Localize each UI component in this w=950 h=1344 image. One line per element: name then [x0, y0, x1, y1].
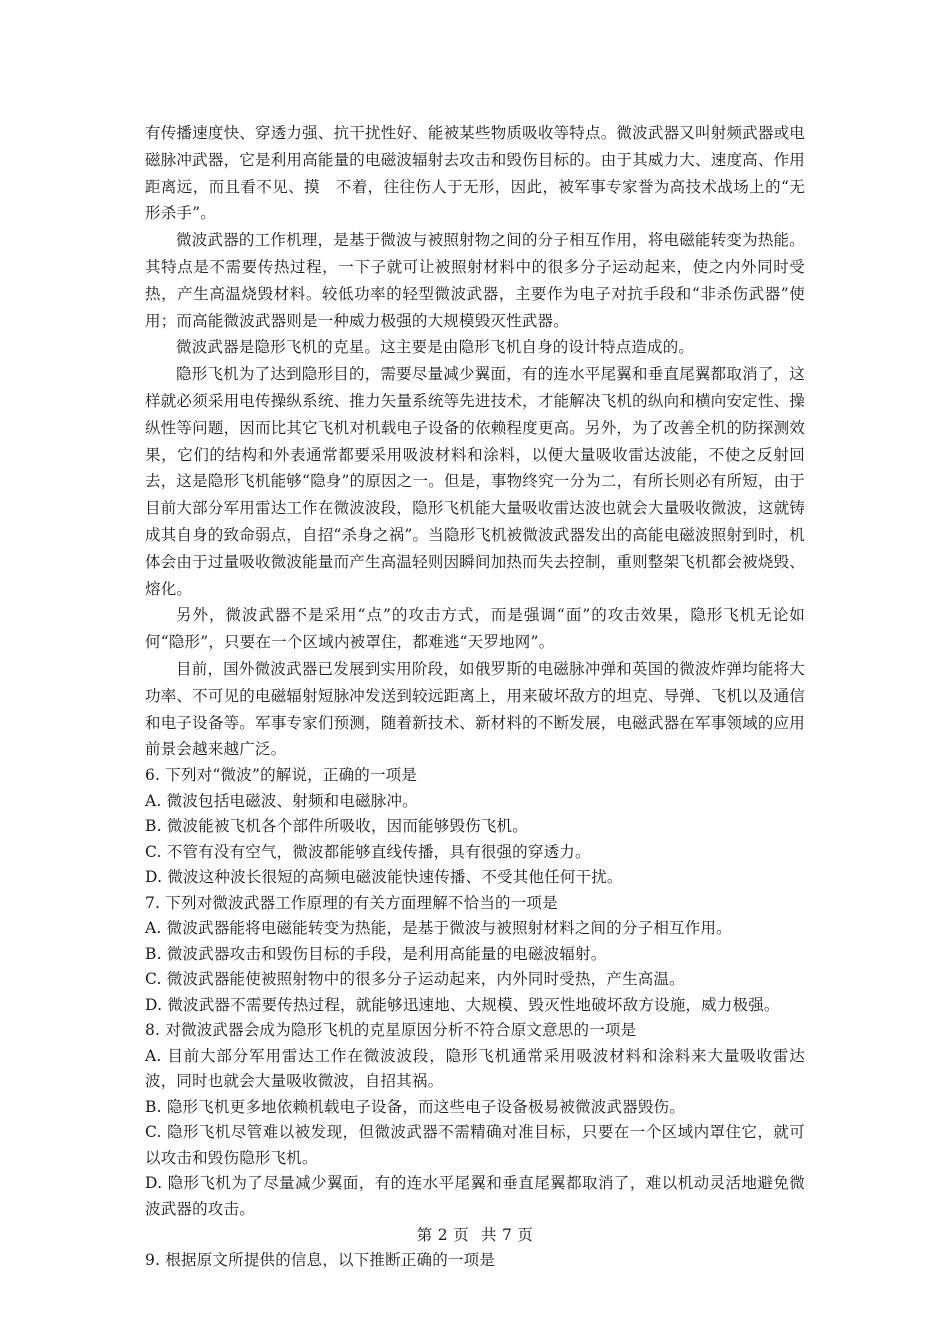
option-a: A. 微波包括电磁波、射频和电磁脉冲。	[145, 791, 418, 810]
question-8	[145, 1018, 805, 1222]
option-d: D. 隐形飞机为了尽量减少翼面，有的连水平尾翼和垂直尾翼都取消了，难以机动灵活地避免微波武器的攻击。	[145, 1174, 805, 1218]
page-number: 第 2 页	[416, 1226, 469, 1245]
passage-paragraph-nemesis: 微波武器是隐形飞机的克星。这主要是由隐形飞机自身的设计特点造成的。	[176, 338, 695, 357]
option-d: D. 微波武器不需要传热过程，就能够迅速地、大规模、毁灭性地破坏敌方设施，威力极强。	[145, 995, 780, 1014]
option-c: C. 隐形飞机尽管难以被发现，但微波武器不需精确对准目标，只要在一个区域内罩住它，就可以攻击和毁伤隐形飞机。	[145, 1123, 805, 1167]
question-stem: 7. 下列对微波武器工作原理的有关方面理解不恰当的一项是	[145, 893, 558, 912]
option-b: B. 隐形飞机更多地依赖机载电子设备，而这些电子设备极易被微波武器毁伤。	[145, 1097, 685, 1116]
option-a: A. 目前大部分军用雷达工作在微波波段，隐形飞机通常采用吸波材料和涂料来大量吸收雷达波，同时也就会大量吸收微波，自招其祸。	[145, 1046, 805, 1091]
option-d: D. 微波这种波长很短的高频电磁波能快速传播、不受其他任何干扰。	[145, 868, 623, 887]
page-footer	[145, 1223, 805, 1248]
question-9-stem: 9. 根据原文所提供的信息，以下推断正确的一项是	[145, 1251, 496, 1270]
passage-paragraph-mechanism: 微波武器的工作机理，是基于微波与被照射物之间的分子相互作用，将电磁能转变为热能。其特点是不需要传热过程，一下子就可让被照射材料中的很多分子运动起来，使之内外同时受热，产生高温烧毁材料。较低功率的轻型微波武器，主要作为电子对抗手段和“非杀伤武器”使用；而高能微波武器则是一种威力极强的大规模毁灭性武器。	[145, 231, 805, 330]
exam-page	[145, 120, 805, 1274]
option-b: B. 微波武器攻击和毁伤目标的手段，是利用高能量的电磁波辐射。	[145, 944, 607, 963]
option-b: B. 微波能被飞机各个部件所吸收，因而能够毁伤飞机。	[145, 817, 528, 836]
passage-paragraph-intro: 有传播速度快、穿透力强、抗干扰性好、能被某些物质吸收等特点。微波武器又叫射频武器或电磁脉冲武器，它是利用高能量的电磁波辐射去攻击和毁伤目标的。由于其威力大、速度高、作用距离远，而且看不见、摸 不着，往往伤人于无形，因此，被军事专家誉为高技术战场上的“无形杀手”。	[145, 124, 805, 223]
option-c: C. 不管有没有空气，微波都能够直线传播，具有很强的穿透力。	[145, 842, 591, 861]
page-total: 共 7 页	[481, 1226, 534, 1245]
question-stem: 8. 对微波武器会成为隐形飞机的克星原因分析不符合原文意思的一项是	[145, 1021, 637, 1040]
passage-paragraph-future: 目前，国外微波武器已发展到实用阶段，如俄罗斯的电磁脉冲弹和英国的微波炸弹均能将大功率、不可见的电磁辐射短脉冲发送到较远距离上，用来破坏敌方的坦克、导弹、飞机以及通信和电子设备等。军事专家们预测，随着新技术、新材料的不断发展，电磁武器在军事领域的应用前景会越来越广泛。	[145, 659, 805, 759]
option-a: A. 微波武器能将电磁能转变为热能，是基于微波与被照射材料之间的分子相互作用。	[145, 919, 732, 938]
question-7	[145, 891, 805, 1019]
passage-paragraph-stealth: 隐形飞机为了达到隐形目的，需要尽量减少翼面，有的连水平尾翼和垂直尾翼都取消了，这样就必须采用电传操纵系统、推力矢量系统等先进技术，才能解决飞机的纵向和横向安定性、操纵性等问题，因而比其它飞机对机载电子设备的依赖程度更高。另外，为了改善全机的防探测效果，它们的结构和外表通常都要采用吸波材料和涂料，以便大量吸收雷达波能，不使之反射回去，这是隐形飞机能够“隐身”的原因之一。但是，事物终究一分为二，有所长则必有所短，由于目前大部分军用雷达工作在微波波段，隐形飞机能大量吸收雷达波也就会大量吸收微波，这就铸成其自身的致命弱点，自招“杀身之祸”。当隐形飞机被微波武器发出的高能电磁波照射到时，机体会由于过量吸收微波能量而产生高温轻则因瞬间加热而失去控制，重则整架飞机都会被烧毁、熔化。	[145, 365, 805, 598]
question-stem: 6. 下列对“微波”的解说，正确的一项是	[145, 766, 418, 785]
passage-paragraph-area: 另外，微波武器不是采用“点”的攻击方式，而是强调“面”的攻击效果，隐形飞机无论如何“隐形”，只要在一个区域内被罩住，都难逃“天罗地网”。	[145, 606, 805, 652]
option-c: C. 微波武器能使被照射物中的很多分子运动起来，内外同时受热，产生高温。	[145, 970, 685, 989]
question-6	[145, 763, 805, 891]
